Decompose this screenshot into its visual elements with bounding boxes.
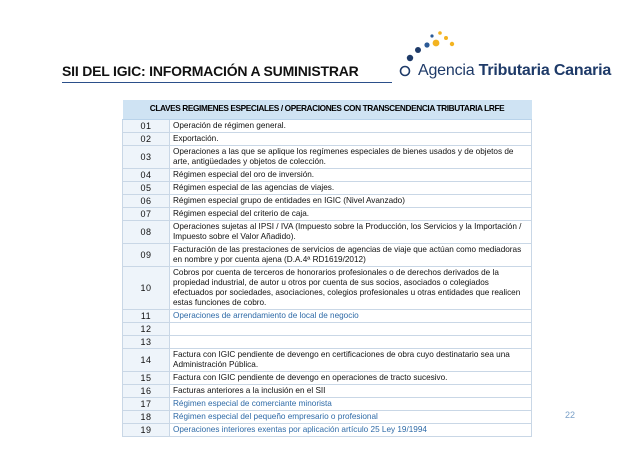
- claves-table: [122, 100, 532, 437]
- row-code: 10: [123, 267, 170, 310]
- table-row: [123, 244, 532, 267]
- row-description: Régimen especial del oro de inversión.: [170, 169, 532, 182]
- table-row: [123, 372, 532, 385]
- page-number: 22: [565, 410, 576, 420]
- table-row: [123, 182, 532, 195]
- row-code: 05: [123, 182, 170, 195]
- row-description: [170, 336, 532, 349]
- table-row: [123, 133, 532, 146]
- row-description: [170, 323, 532, 336]
- row-code: 06: [123, 195, 170, 208]
- row-description: Operaciones de arrendamiento de local de negocio: [170, 310, 532, 323]
- table-row: [123, 208, 532, 221]
- table-row: [123, 424, 532, 437]
- row-description: Facturas anteriores a la inclusión en el SII: [170, 385, 532, 398]
- row-code: 14: [123, 349, 170, 372]
- table-header: CLAVES REGIMENES ESPECIALES / OPERACIONES CON TRANSCENDENCIA TRIBUTARIA LRFE: [123, 100, 532, 120]
- row-description: Régimen especial de comerciante minorista: [170, 398, 532, 411]
- row-code: 11: [123, 310, 170, 323]
- row-description: Operaciones interiores exentas por aplicación artículo 25 Ley 19/1994: [170, 424, 532, 437]
- row-description: Operación de régimen general.: [170, 120, 532, 133]
- table-row: [123, 411, 532, 424]
- table-row: [123, 349, 532, 372]
- table-row: [123, 310, 532, 323]
- row-description: Régimen especial del pequeño empresario o profesional: [170, 411, 532, 424]
- table-row: [123, 267, 532, 310]
- row-description: Factura con IGIC pendiente de devengo en certificaciones de obra cuyo destinatario sea una Administración Pública.: [170, 349, 532, 372]
- row-code: 03: [123, 146, 170, 169]
- row-description: Facturación de las prestaciones de servicios de agencias de viaje que actúan como mediadoras en nombre y por cuenta ajena (D.A.4ª RD1619/2012): [170, 244, 532, 267]
- row-code: 17: [123, 398, 170, 411]
- table-row: [123, 195, 532, 208]
- row-code: 19: [123, 424, 170, 437]
- row-code: 18: [123, 411, 170, 424]
- table-row: [123, 146, 532, 169]
- table-row: [123, 323, 532, 336]
- page-title: SII DEL IGIC: INFORMACIÓN A SUMINISTRAR: [62, 63, 359, 79]
- row-code: 15: [123, 372, 170, 385]
- table-row: [123, 169, 532, 182]
- logo-wordmark: Agencia Tributaria Canaria: [418, 62, 612, 79]
- row-description: Operaciones a las que se aplique los regímenes especiales de bienes usados y de objetos de arte, antigüedades y objetos de colección.: [170, 146, 532, 169]
- row-code: 12: [123, 323, 170, 336]
- row-code: 07: [123, 208, 170, 221]
- row-description: Régimen especial de las agencias de viajes.: [170, 182, 532, 195]
- row-description: Régimen especial del criterio de caja.: [170, 208, 532, 221]
- table-row: [123, 221, 532, 244]
- title-divider: [62, 82, 392, 83]
- row-description: Cobros por cuenta de terceros de honorarios profesionales o de derechos derivados de la propiedad industrial, de autor u otros por cuenta de sus socios, asociados o colegiados efectuados por sociedades, asociaciones, colegios profesionales u otras entidades que realicen estas funciones de cobro.: [170, 267, 532, 310]
- row-description: Factura con IGIC pendiente de devengo en operaciones de tracto sucesivo.: [170, 372, 532, 385]
- row-description: Exportación.: [170, 133, 532, 146]
- row-code: 04: [123, 169, 170, 182]
- row-code: 16: [123, 385, 170, 398]
- row-code: 08: [123, 221, 170, 244]
- table-header-row: [123, 100, 532, 120]
- agency-logo: [396, 14, 612, 88]
- table-row: [123, 336, 532, 349]
- row-code: 13: [123, 336, 170, 349]
- row-code: 02: [123, 133, 170, 146]
- table-row: [123, 120, 532, 133]
- table-row: [123, 398, 532, 411]
- row-description: Régimen especial grupo de entidades en IGIC (Nivel Avanzado): [170, 195, 532, 208]
- row-code: 09: [123, 244, 170, 267]
- row-description: Operaciones sujetas al IPSI / IVA (Impuesto sobre la Producción, los Servicios y la Importación / Impuesto sobre el Valor Añadido).: [170, 221, 532, 244]
- table-row: [123, 385, 532, 398]
- row-code: 01: [123, 120, 170, 133]
